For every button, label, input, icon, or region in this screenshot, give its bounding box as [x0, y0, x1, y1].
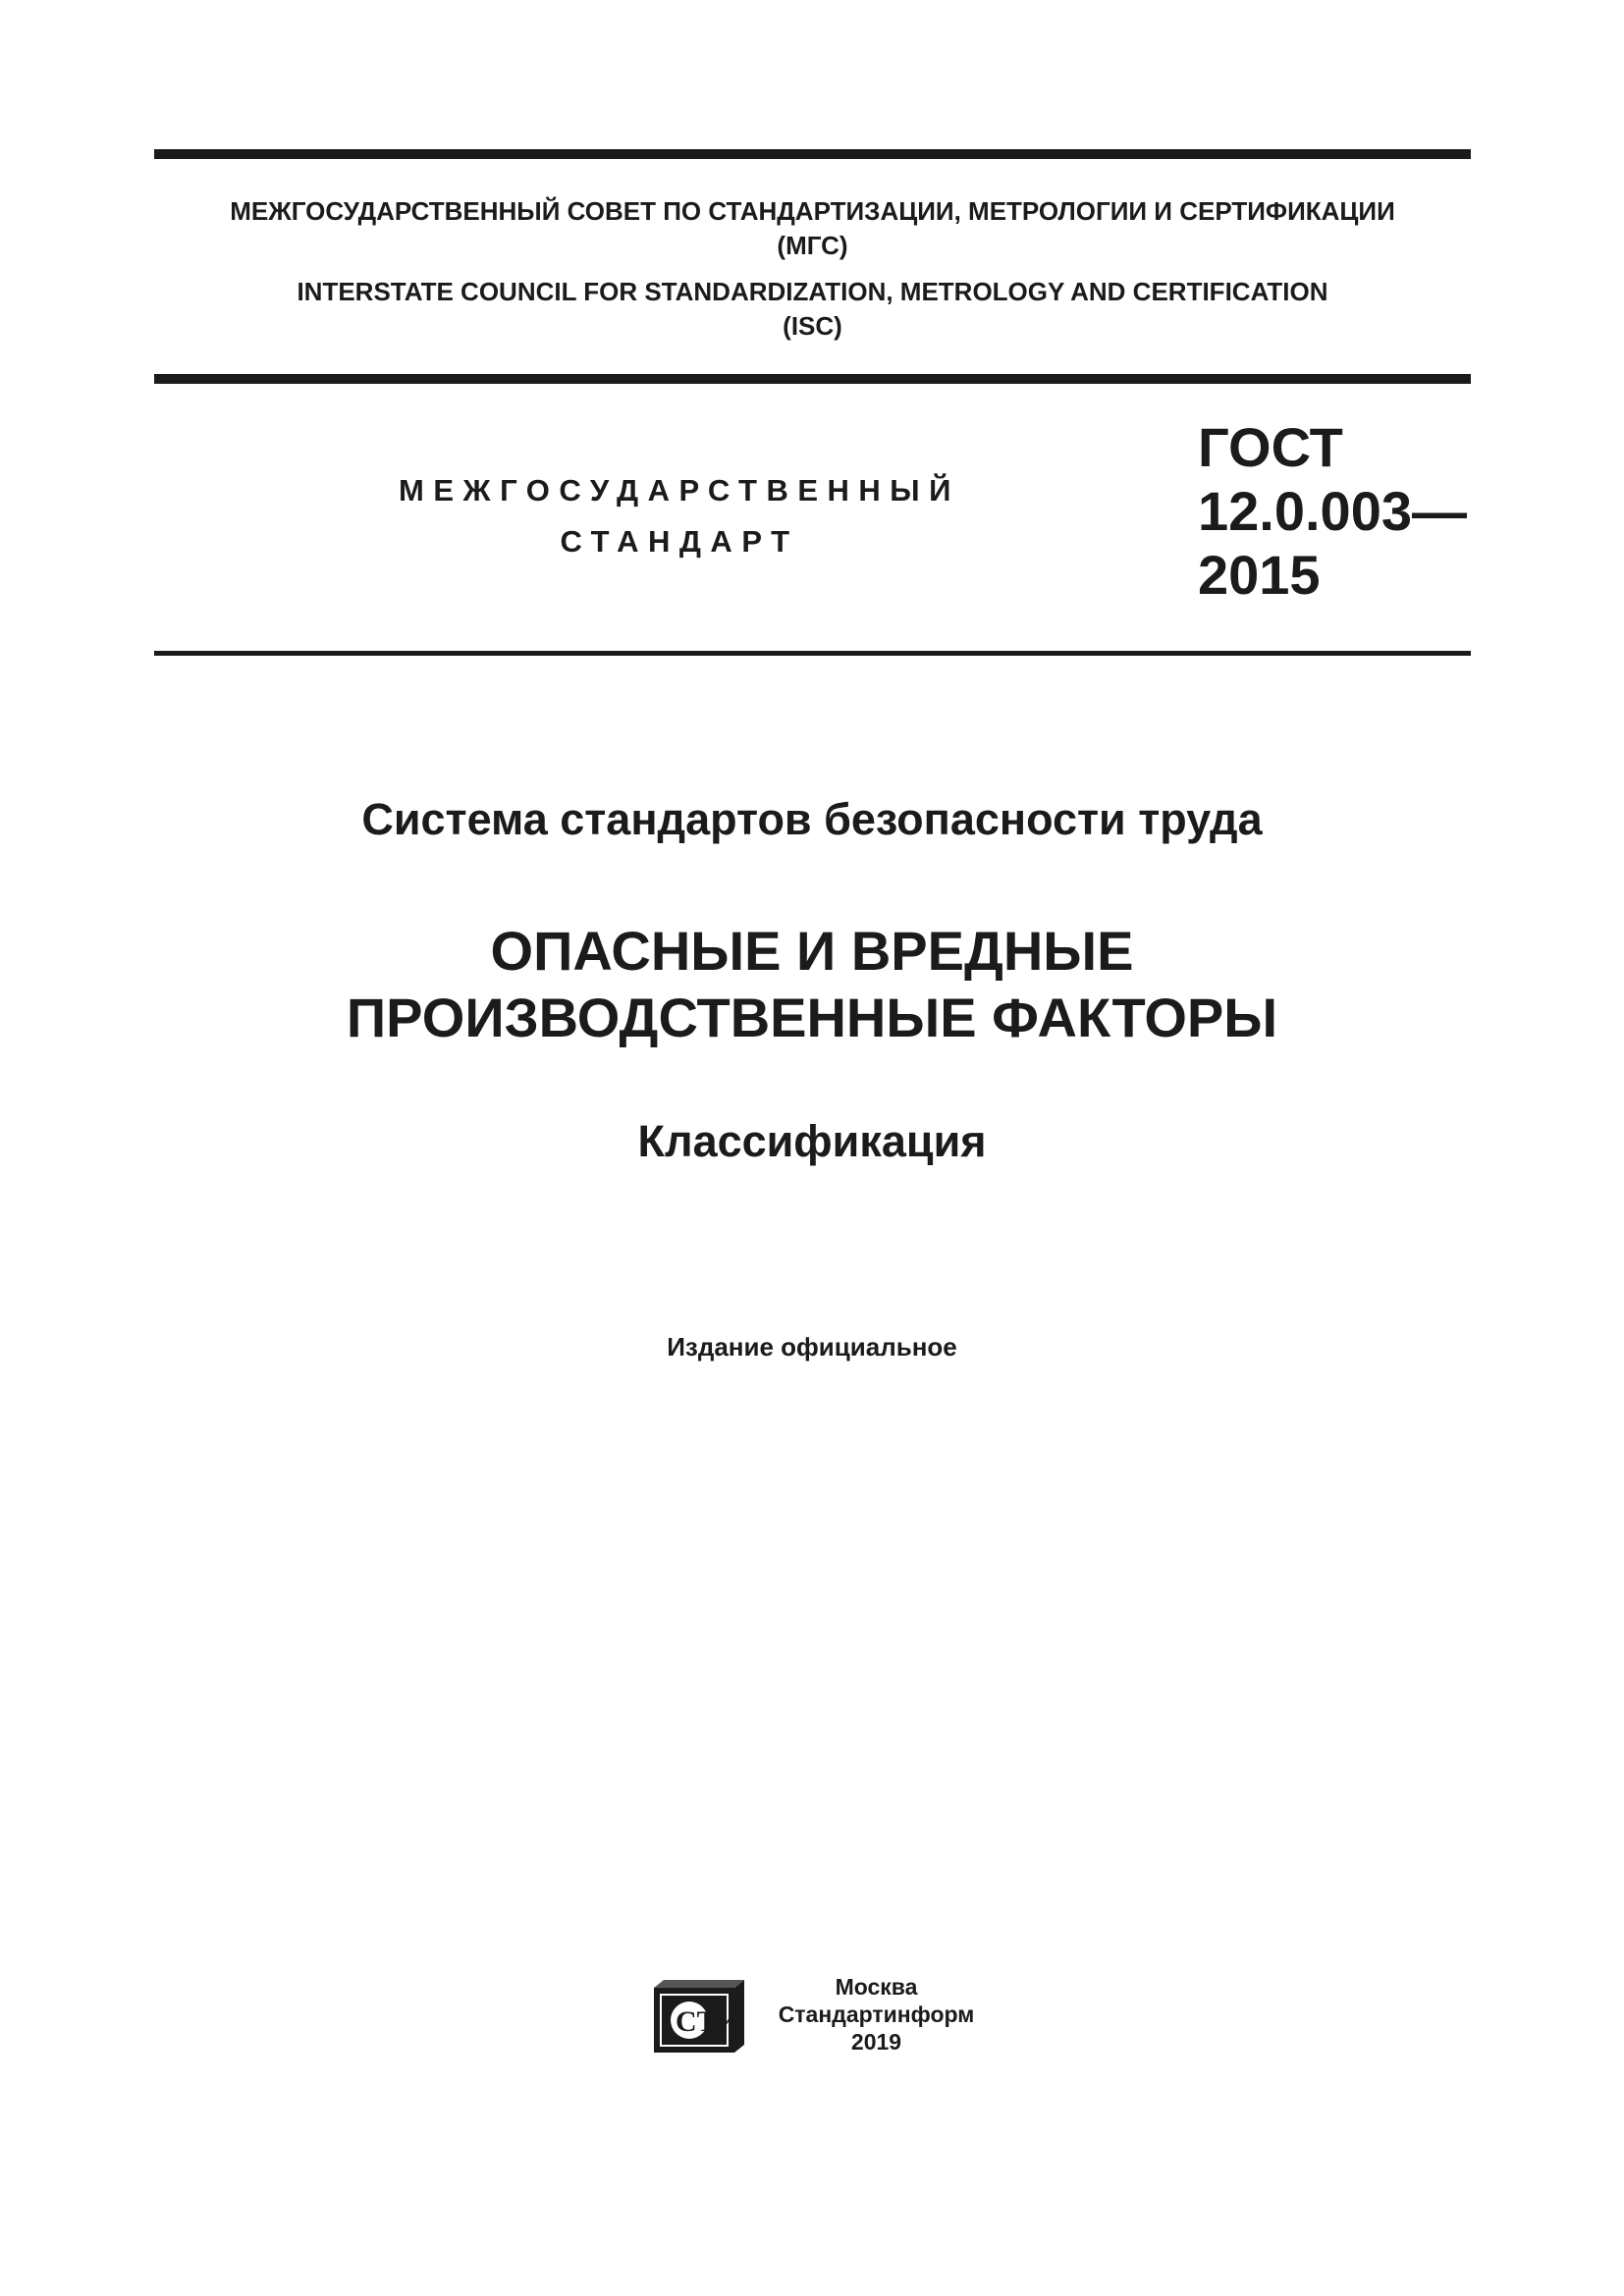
gost-line2: 12.0.003— [1198, 480, 1467, 542]
council-ru-line2: (МГС) [777, 231, 848, 260]
document-title [0, 918, 1624, 1051]
imprint-city: Москва [835, 1974, 918, 2000]
council-en-line2: (ISC) [783, 311, 842, 341]
gost-line3: 2015 [1198, 544, 1321, 606]
gost-designation [1198, 415, 1467, 607]
edition-note: Издание официальное [667, 1332, 957, 1362]
bottom-rule [154, 651, 1471, 656]
gost-line1: ГОСТ [1198, 416, 1343, 478]
standartinform-logo-icon [652, 1979, 746, 2056]
standard-kind [154, 465, 1205, 567]
council-en-line1: INTERSTATE COUNCIL FOR STANDARDIZATION, METROLOGY AND CERTIFICATION [297, 277, 1328, 306]
council-header [154, 194, 1471, 344]
document-title-line2: ПРОИЗВОДСТВЕННЫЕ ФАКТОРЫ [346, 987, 1278, 1048]
standard-kind-line2: СТАНДАРТ [560, 524, 799, 559]
council-ru-line1: МЕЖГОСУДАРСТВЕННЫЙ СОВЕТ ПО СТАНДАРТИЗАЦИИ, МЕТРОЛОГИИ И СЕРТИФИКАЦИИ [230, 196, 1395, 226]
document-title-line1: ОПАСНЫЕ И ВРЕДНЫЕ [490, 920, 1134, 982]
imprint-publisher: Стандартинформ [778, 2002, 975, 2027]
series-title: Система стандартов безопасности труда [361, 794, 1263, 844]
imprint [756, 1973, 997, 2056]
middle-rule [154, 374, 1471, 384]
logo-text: СТИ [676, 2005, 740, 2038]
top-rule [154, 149, 1471, 159]
imprint-year: 2019 [850, 2029, 902, 2055]
document-subtitle: Классификация [637, 1116, 987, 1166]
standard-kind-line1: МЕЖГОСУДАРСТВЕННЫЙ [399, 473, 960, 507]
